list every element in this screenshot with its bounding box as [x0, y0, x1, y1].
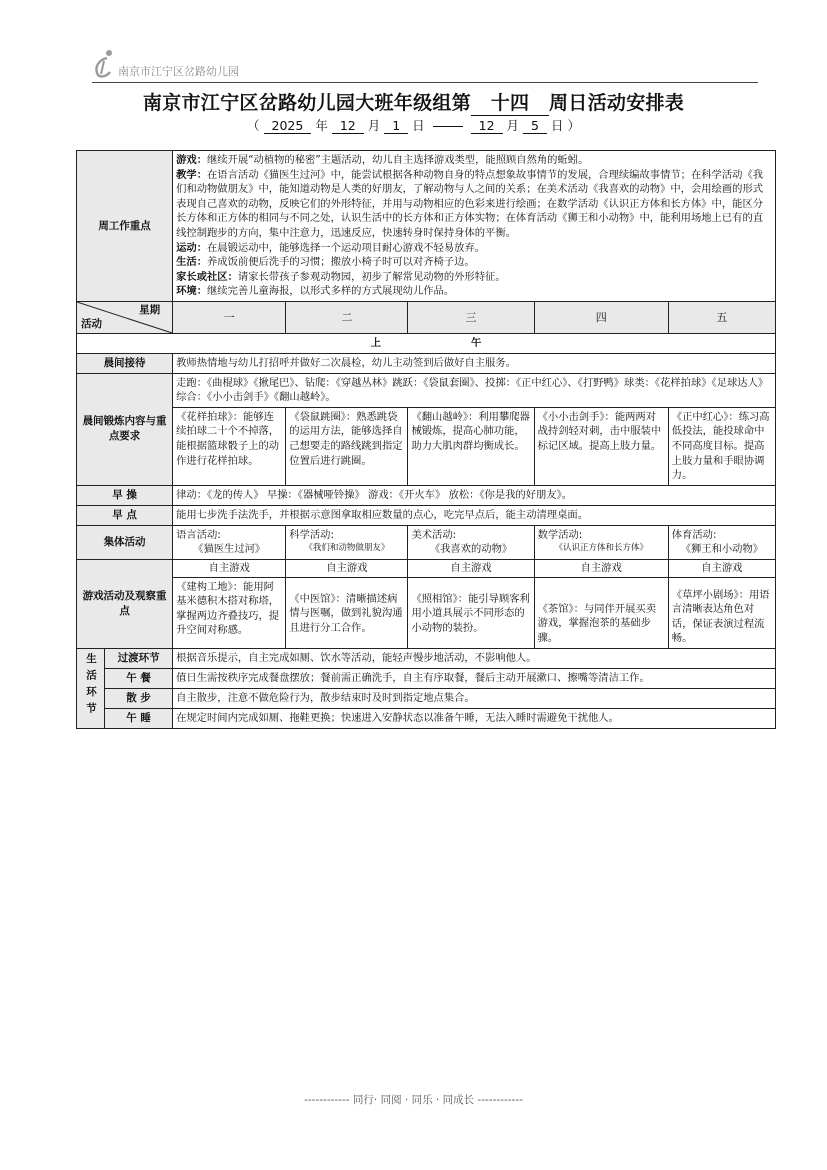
- game-friday: [668, 559, 775, 648]
- focus-text: 继续开展“动植物的秘密”主题活动，幼儿自主选择游戏类型，能照顾自然角的蚯蚓。: [207, 154, 589, 166]
- life-row-label: 午 餐: [105, 668, 173, 688]
- morning-drill-label: 早 操: [77, 485, 173, 505]
- exercise-tuesday: 《袋鼠跳圈》：熟悉跳袋的运用方法，能够选择自己想要走的路线跳到指定位置后进行跳圈。: [286, 407, 408, 485]
- game-title: 自主游戏: [408, 560, 533, 578]
- activity-name: 《猫医生过河》: [193, 543, 266, 556]
- group-activity-label: 集体活动: [77, 525, 173, 559]
- life-row-label: 午 睡: [105, 708, 173, 728]
- activity-name: 《认识正方体和长方体》: [554, 543, 648, 554]
- game-text: 《中医馆》：清晰描述病情与医嘱，做到礼貌沟通且进行分工合作。: [289, 592, 403, 634]
- exercise-wednesday: 《翻山越岭》：利用攀爬器械锻炼，提高心肺功能，助力大肌肉群均衡成长。: [408, 407, 534, 485]
- life-walk-row: [77, 688, 776, 708]
- weekly-focus-row: [77, 151, 776, 302]
- focus-text: 养成饭前便后洗手的习惯；搬放小椅子时可以对齐椅子边。: [207, 256, 475, 269]
- focus-text: 在语言活动《猫医生过河》中，能尝试根据各种动物自身的特点想象故事情节的发展，合理续编故事情节；在科学活动《我们和动物做朋友》中，能知道动物是人类的好朋友，了解动物与人之间的关系；在美术活动《我喜欢的动物》中，会用绘画的形式表现自己喜欢的动物，反映它们的外形特征，并用与动物相应的色彩来进行绘画；在数学活动《认识正方体和长方体》中，能区分长方体和正方体的相同与不同之处，认识生活中的长方体和正方体实物；在体育活动《狮王和小动物》中，能利用场地上已有的直线控制跑步的方向，集中注意力，迅速反应，快速转身时保持身体的平衡。: [176, 168, 764, 240]
- game-activity-label: 游戏活动及观察重点: [77, 559, 173, 648]
- game-text: 《照相馆》：能引导顾客利用小道具展示不同形态的小动物的装扮。: [411, 592, 530, 634]
- day-friday: 五: [668, 302, 775, 334]
- morning-snack-text: 能用七步洗手法洗手，并根据示意图拿取相应数量的点心，吃完早点后，能主动清理桌面。: [173, 505, 776, 525]
- date-open-paren: （: [247, 118, 260, 133]
- morning-snack-row: [77, 505, 776, 525]
- activity-type: 数学活动:: [537, 528, 583, 541]
- game-text: 《建构工地》：能用阿基米德积木搭对称塔，掌握两边齐叠技巧，提升空间对称感。: [176, 580, 280, 637]
- life-row-text: 根据音乐提示，自主完成如厕、饮水等活动，能轻声慢步地活动，不影响他人。: [173, 648, 776, 668]
- exercise-thursday: 《小小击剑手》：能两两对战持剑轻对刺，击中服装中标记区域。提高上肢力量。: [534, 407, 668, 485]
- title-prefix: 南京市江宁区岔路幼儿园大班年级组第: [142, 92, 471, 114]
- game-text: 《茶馆》：与同伴开展买卖游戏，掌握泡茶的基础步骤。: [537, 602, 657, 644]
- day-wednesday: 三: [408, 302, 534, 334]
- start-month: 12: [332, 118, 364, 134]
- focus-key: 运动：: [176, 241, 208, 254]
- exercise-friday: 《正中红心》：练习高低投法，能投球命中不同高度目标。提高上肢力量和手眼协调力。: [668, 407, 775, 485]
- day-monday: 一: [173, 302, 286, 334]
- life-row-text: 在规定时间内完成如厕、拖鞋更换；快速进入安静状态以准备午睡，无法入睡时需避免干扰他人。: [173, 708, 776, 728]
- activity-label: 活动: [81, 318, 102, 331]
- morning-exercise-summary: 走跑：《曲棍球》《揪尾巴》、钻爬：《穿越丛林》跳跃：《袋鼠套圈》、投掷：《正中红心》、《打野鸭》球类：《花样拍球》《足球达人》综合：《小小击剑手》《翻山越岭》。: [173, 373, 776, 407]
- page-header: [92, 46, 758, 86]
- exercise-monday: 《花样拍球》：能够连续拍球二十个不掉落，能根据篮球骰子上的动作进行花样拍球。: [173, 407, 286, 485]
- morning-reception-row: [77, 353, 776, 373]
- date-dash: [433, 126, 463, 127]
- weekly-focus-content: [173, 151, 776, 302]
- weekday-label: 星期: [139, 304, 161, 317]
- day-tuesday: 二: [286, 302, 408, 334]
- activity-type: 美术活动:: [411, 528, 457, 541]
- morning-exercise-label: 晨间锻炼内容与重点要求: [77, 373, 173, 485]
- day-thursday: 四: [534, 302, 668, 334]
- start-year: 2025: [264, 118, 312, 134]
- weekday-activity-corner: [77, 302, 173, 334]
- header-divider: [92, 82, 758, 83]
- focus-game: [176, 153, 772, 168]
- page-footer-slogan: ------------ 同行· 同阅 · 同乐 · 同成长 ------------: [304, 1094, 523, 1106]
- date-range: [0, 116, 827, 134]
- focus-text: 在晨锻运动中，能够选择一个运动项目耐心游戏不轻易放弃。: [207, 241, 486, 254]
- activity-type: 语言活动:: [176, 528, 221, 541]
- focus-life: [176, 255, 772, 270]
- game-wednesday: [408, 559, 534, 648]
- group-activity-friday: [668, 525, 775, 559]
- game-tuesday: [286, 559, 408, 648]
- activity-type: 体育活动:: [671, 528, 717, 541]
- title-week-number: 十四: [471, 88, 549, 116]
- morning-drill-text: 律动：《龙的传人》 早操：《器械哑铃操》 游戏：《开火车》 放松：《你是我的好朋友》。: [173, 485, 776, 505]
- focus-sport: [176, 241, 772, 256]
- game-title: 自主游戏: [669, 560, 775, 578]
- page-title: [0, 88, 827, 116]
- group-activity-monday: [173, 525, 286, 559]
- group-activity-row: [77, 525, 776, 559]
- focus-key: 环境：: [176, 285, 208, 298]
- life-row-label: 散 步: [105, 688, 173, 708]
- school-logo-icon: [92, 48, 116, 78]
- month-label: 月: [367, 118, 381, 133]
- focus-environment: [176, 284, 772, 299]
- activity-name: 《狮王和小动物》: [680, 543, 764, 556]
- title-suffix: 周日活动安排表: [549, 92, 685, 114]
- game-title: 自主游戏: [535, 560, 668, 578]
- activity-type: 科学活动:: [289, 528, 334, 541]
- day-label-2: 日: [550, 118, 564, 133]
- focus-family: [176, 270, 772, 285]
- focus-key: 生活：: [176, 256, 208, 269]
- game-title: 自主游戏: [286, 560, 407, 578]
- game-thursday: [534, 559, 668, 648]
- morning-exercise-days-row: [77, 407, 776, 485]
- life-row-text: 值日生需按秩序完成餐盘摆放；餐前需正确洗手，自主有序取餐，餐后主动开展漱口、擦嘴等清洁工作。: [173, 668, 776, 688]
- focus-text: 继续完善儿童海报，以形式多样的方式展现幼儿作品。: [207, 285, 455, 298]
- year-label: 年: [315, 118, 328, 133]
- game-activity-row: [77, 559, 776, 648]
- date-close-paren: ）: [567, 118, 580, 133]
- life-lunch-row: [77, 668, 776, 688]
- life-row-text: 自主散步，注意不做危险行为，散步结束时及时到指定地点集合。: [173, 688, 776, 708]
- weekly-focus-label: 周工作重点: [77, 151, 173, 302]
- banner-right: 午: [471, 337, 482, 350]
- activity-name: 《我们和动物做朋友》: [304, 543, 390, 554]
- header-school-name: 南京市江宁区岔路幼儿园: [118, 65, 239, 78]
- activity-name: 《我喜欢的动物》: [429, 543, 513, 556]
- weekly-plan-table: [76, 150, 776, 729]
- group-activity-wednesday: [408, 525, 534, 559]
- focus-text: 请家长带孩子参观动物园，初步了解常见动物的外形特征。: [237, 270, 506, 283]
- life-label-text: 生活环节: [84, 652, 97, 719]
- focus-key: 游戏：: [176, 154, 208, 166]
- morning-exercise-summary-row: [77, 373, 776, 407]
- weekday-header-row: [77, 302, 776, 334]
- morning-reception-label: 晨间接待: [77, 353, 173, 373]
- morning-reception-text: 教师热情地与幼儿打招呼并做好二次晨检，幼儿主动签到后做好自主服务。: [173, 353, 776, 373]
- morning-drill-row: [77, 485, 776, 505]
- game-text: 《草坪小剧场》：用语言清晰表达角色对话，保证表演过程流畅。: [671, 588, 770, 645]
- focus-key: 家长或社区：: [176, 270, 238, 283]
- end-day: 5: [523, 118, 547, 134]
- day-label: 日: [412, 118, 425, 133]
- banner-left: 上: [370, 337, 381, 350]
- life-transition-row: [77, 648, 776, 668]
- focus-teaching: [176, 168, 772, 241]
- life-section-label: [77, 648, 105, 728]
- game-title: 自主游戏: [173, 560, 285, 578]
- focus-key: 教学：: [176, 168, 208, 181]
- life-row-label: 过渡环节: [105, 648, 173, 668]
- morning-snack-label: 早 点: [77, 505, 173, 525]
- end-month: 12: [471, 118, 503, 134]
- month-label-2: 月: [506, 118, 520, 133]
- life-nap-row: [77, 708, 776, 728]
- game-monday: [173, 559, 286, 648]
- group-activity-tuesday: [286, 525, 408, 559]
- morning-banner: [77, 334, 776, 354]
- group-activity-thursday: [534, 525, 668, 559]
- morning-banner-row: [77, 334, 776, 354]
- start-day: 1: [384, 118, 408, 134]
